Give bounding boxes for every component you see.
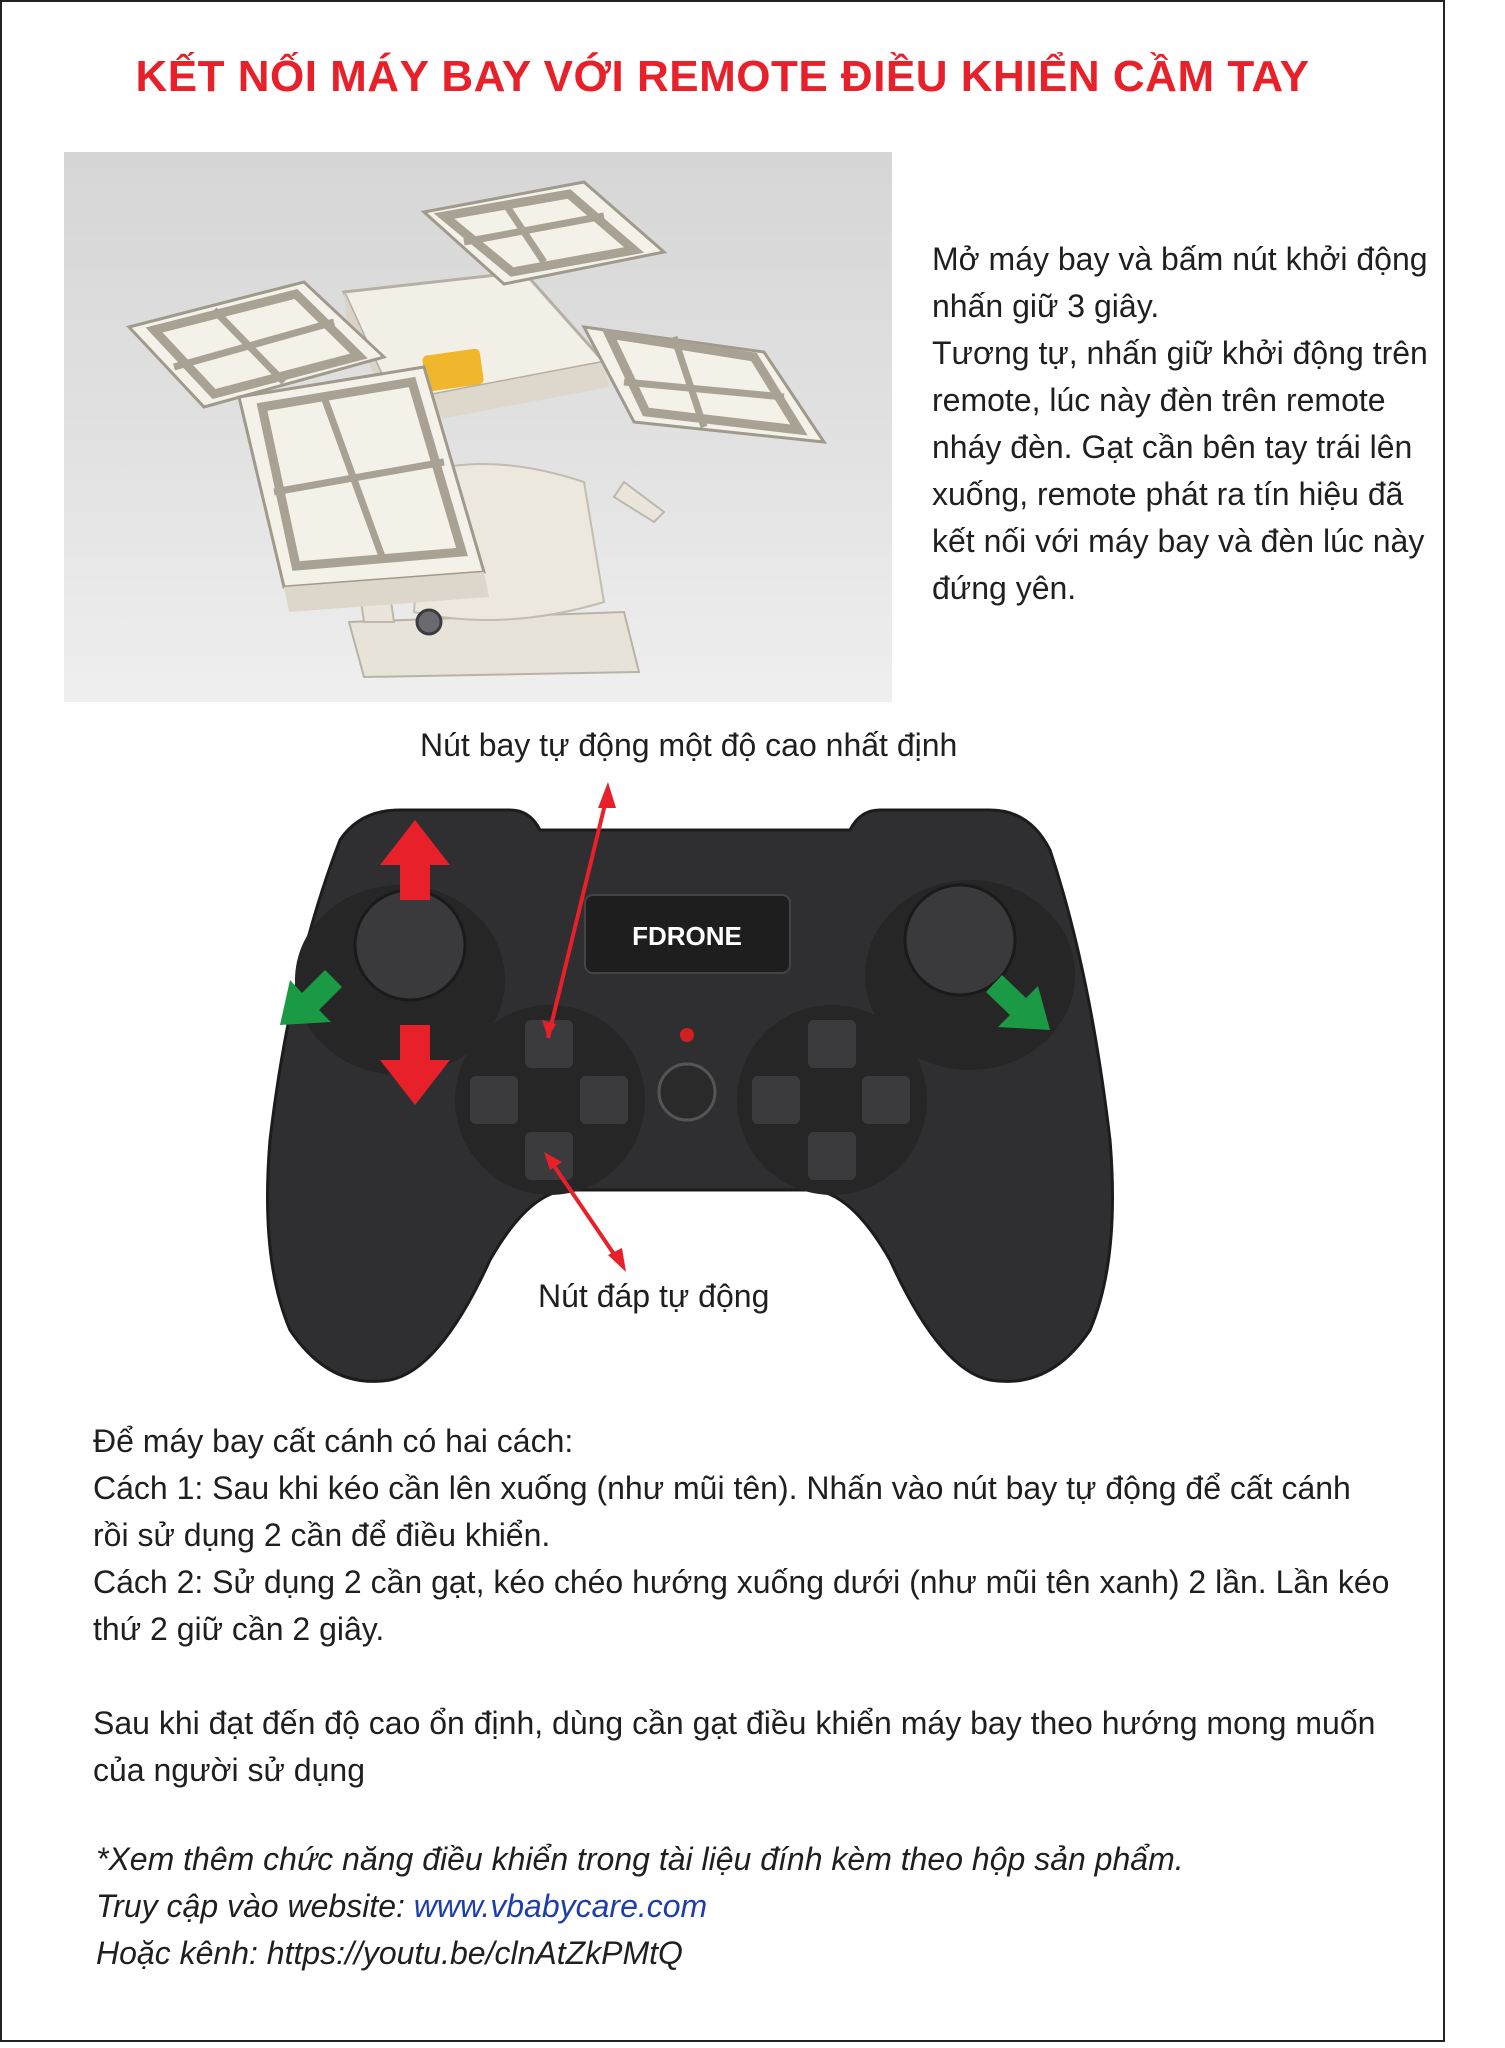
right-stick	[905, 885, 1015, 995]
status-led	[680, 1028, 694, 1042]
intro-text	[932, 236, 1432, 612]
controller-logo: FDRONE	[632, 921, 742, 951]
website-link[interactable]: www.vbabycare.com	[413, 1888, 708, 1924]
action-button-top	[808, 1020, 856, 1068]
action-button-right	[862, 1076, 910, 1124]
drone-illustration	[64, 152, 892, 702]
pointer-arrowhead-top	[598, 782, 616, 808]
website-prefix: Truy cập vào website:	[96, 1888, 414, 1924]
action-button-left	[752, 1076, 800, 1124]
note-line-1: *Xem thêm chức năng điều khiển trong tài liệu đính kèm theo hộp sản phẩm.	[96, 1841, 1184, 1877]
auto-land-label: Nút đáp tự động	[538, 1278, 770, 1314]
intro-line-1: Mở máy bay và bấm nút khởi động nhấn giữ 3 giây.	[932, 241, 1428, 324]
channel-line: Hoặc kênh: https://youtu.be/clnAtZkPMtQ	[96, 1935, 683, 1971]
drone-photo	[64, 152, 892, 702]
instructions	[93, 1418, 1393, 1794]
left-stick	[355, 890, 465, 1000]
spacer	[93, 1653, 1393, 1700]
intro-line-2: Tương tự, nhấn giữ khởi động trên remote, lúc này đèn trên remote nháy đèn. Gạt cần bên tay trái lên xuống, remote phát ra tín hiệu đã kết nối với máy bay và đèn lúc này đứng yên.	[932, 335, 1428, 606]
page-title: KẾT NỐI MÁY BAY VỚI REMOTE ĐIỀU KHIỂN CẦM TAY	[135, 52, 1310, 101]
dpad-left-button	[470, 1076, 518, 1124]
website-line	[96, 1883, 1396, 1930]
instructions-intro: Để máy bay cất cánh có hai cách:	[93, 1423, 574, 1459]
power-button	[659, 1064, 715, 1120]
action-button-bottom	[808, 1132, 856, 1180]
method-2: Cách 2: Sử dụng 2 cần gạt, kéo chéo hướng xuống dưới (như mũi tên xanh) 2 lần. Lần kéo thứ 2 giữ cần 2 giây.	[93, 1564, 1390, 1647]
notes	[96, 1836, 1396, 1977]
after-takeoff-text: Sau khi đạt đến độ cao ổn định, dùng cần gạt điều khiển máy bay theo hướng mong muốn của người sử dụng	[93, 1705, 1376, 1788]
method-1: Cách 1: Sau khi kéo cần lên xuống (như mũi tên). Nhấn vào nút bay tự động để cất cánh rồi sử dụng 2 cần để điều khiển.	[93, 1470, 1351, 1553]
auto-fly-label: Nút bay tự động một độ cao nhất định	[420, 727, 958, 763]
dpad-right-button	[580, 1076, 628, 1124]
